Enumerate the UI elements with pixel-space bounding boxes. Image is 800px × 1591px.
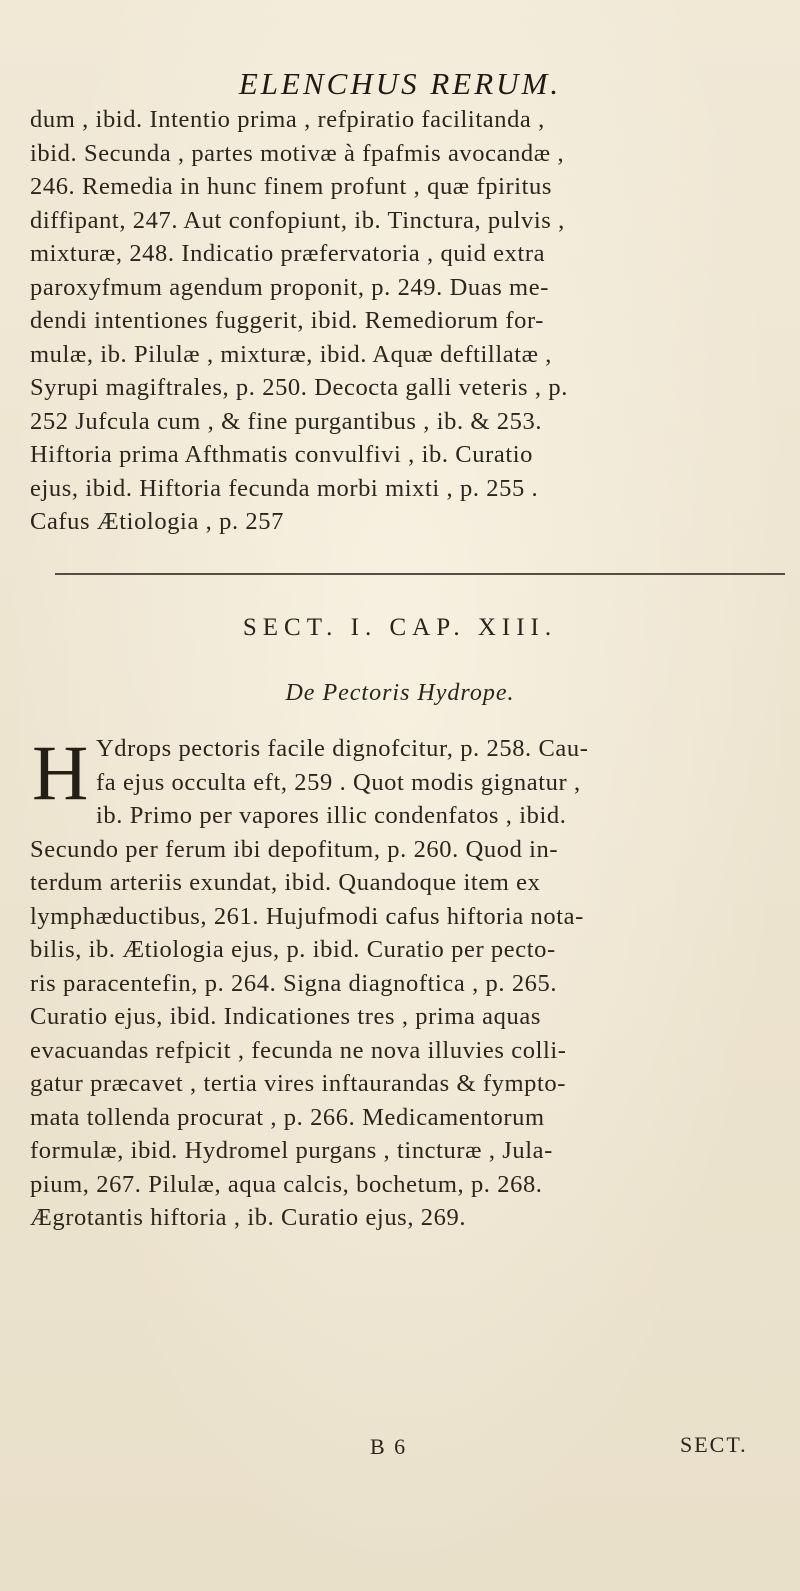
text-line: Ydrops pectoris facile dignofcitur, p. 258. Cau-: [96, 735, 589, 762]
signature-mark: B 6: [370, 1434, 408, 1459]
text-line: Syrupi magiftrales, p. 250. Decocta galli veteris , p.: [30, 374, 568, 401]
text-line: dum , ibid. Intentio prima , refpiratio facilitanda ,: [30, 106, 545, 133]
text-line: Curatio ejus, ibid. Indicationes tres , prima aquas: [30, 1003, 541, 1030]
horizontal-rule: [55, 573, 785, 575]
text-line: ibid. Secunda , partes motivæ à fpafmis avocandæ ,: [30, 139, 565, 167]
text-line: mixturæ, 248. Indicatio præfervatoria , quid extra: [30, 240, 546, 267]
text-line: Ægrotantis hiftoria , ib. Curatio ejus, 269.: [30, 1204, 467, 1231]
index-paragraph-upper: [30, 103, 775, 539]
text-line: pium, 267. Pilulæ, aqua calcis, bochetum, p. 268.: [30, 1170, 543, 1198]
text-line: diffipant, 247. Aut confopiunt, ib. Tinctura, pulvis ,: [30, 206, 565, 234]
text-line: fa ejus occulta eft, 259 . Quot modis gignatur ,: [96, 768, 581, 796]
text-line: gatur præcavet , tertia vires inftaurandas & fympto-: [30, 1070, 566, 1097]
text-line: Secundo per ferum ibi depofitum, p. 260. Quod in-: [30, 835, 559, 863]
text-line: formulæ, ibid. Hydromel purgans , tincturæ , Jula-: [30, 1137, 553, 1164]
text-line: 252 Jufcula cum , & fine purgantibus , ib. & 253.: [30, 407, 543, 435]
text-line: ib. Primo per vapores illic condenfatos , ibid.: [96, 802, 567, 829]
text-line: terdum arteriis exundat, ibid. Quandoque item ex: [30, 869, 541, 896]
text-line: mulæ, ib. Pilulæ , mixturæ, ibid. Aquæ deftillatæ ,: [30, 340, 552, 368]
text-line: ris paracentefin, p. 264. Signa diagnoftica , p. 265.: [30, 969, 558, 997]
text-line: dendi intentiones fuggerit, ibid. Remediorum for-: [30, 307, 545, 334]
text-line: Hiftoria prima Afthmatis convulfivi , ib. Curatio: [30, 441, 533, 468]
text-line: paroxyfmum agendum proponit, p. 249. Duas me-: [30, 273, 549, 301]
catchword: SECT.: [680, 1432, 748, 1457]
section-heading: SECT. I. CAP. XIII.: [242, 614, 558, 641]
text-line: 246. Remedia in hunc finem profunt , quæ fpiritus: [30, 173, 553, 200]
text-line: ejus, ibid. Hiftoria fecunda morbi mixti , p. 255 .: [30, 474, 539, 502]
text-line: lymphæductibus, 261. Hujufmodi cafus hiftoria nota-: [30, 902, 584, 930]
running-head: ELENCHUS RERUM.: [238, 66, 562, 101]
text-line: Cafus Ætiologia , p. 257: [30, 508, 284, 535]
text-line: evacuandas refpicit , fecunda ne nova illuvies colli-: [30, 1036, 567, 1064]
drop-cap: H: [32, 729, 89, 816]
chapter-title: De Pectoris Hydrope.: [285, 680, 515, 706]
text-line: mata tollenda procurat , p. 266. Medicamentorum: [30, 1103, 545, 1131]
index-paragraph-lower: [30, 729, 775, 1235]
text-line: bilis, ib. Ætiologia ejus, p. ibid. Curatio per pecto-: [30, 936, 556, 963]
